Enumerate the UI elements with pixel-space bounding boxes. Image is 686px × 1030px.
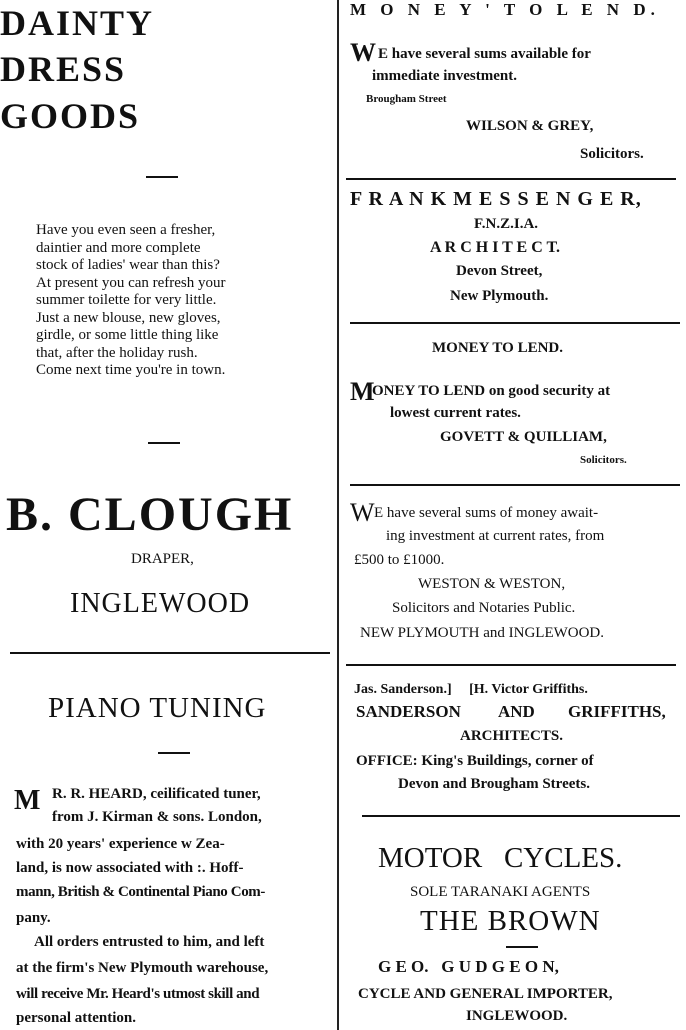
piano-line: R. R. HEARD, ceilificated tuner, [52,786,261,802]
headline-line-2: DRESS [0,49,127,89]
architect-name: F R A N K M E S S E N G E R, [350,188,642,210]
section-rule [350,484,680,486]
firm-role: Solicitors. [580,454,627,466]
section-rule [346,178,676,180]
drop-cap: W [350,38,376,67]
motor-sub: SOLE TARANAKI AGENTS [410,884,591,900]
money-line: immediate investment. [372,68,517,84]
architect-quals: F.N.Z.I.A. [474,216,539,232]
body-line: Just a new blouse, new gloves, [36,309,221,326]
dealer-town: INGLEWOOD. [466,1008,568,1024]
partner-names: Jas. Sanderson.] [H. Victor Griffiths. [354,682,588,697]
body-line: girdle, or some little thing like [36,327,219,343]
piano-line: All orders entrusted to him, and left [34,934,265,950]
headline-line-3: GOODS [0,96,141,136]
divider [158,752,190,754]
headline-line-1: DAINTY [0,3,155,43]
drop-cap: W [350,498,375,527]
piano-title: PIANO TUNING [48,692,267,724]
office-line: OFFICE: King's Buildings, corner of [356,753,594,769]
money-line: lowest current rates. [390,405,521,421]
architect-title: A R C H I T E C T. [430,239,560,256]
architect-street: Devon Street, [456,263,543,279]
body-line: Have you even seen a fresher, [36,222,216,238]
section-rule [346,664,676,666]
dealer-trade: CYCLE AND GENERAL IMPORTER, [358,986,613,1002]
piano-line: will receive Mr. Heard's utmost skill and [16,986,260,1002]
money-title: MONEY TO LEND. [432,340,563,356]
architects-role: ARCHITECTS. [460,728,563,744]
body-line: stock of ladies' wear than this? [36,257,220,273]
heading-left: SANDERSON [356,702,461,721]
dealer-name: G E O. G U D G E O N, [378,957,559,976]
money-line: E have several sums available for [378,46,591,62]
money-title: M O N E Y ' T O L E N D. [350,0,660,19]
body-line: Come next time you're in town. [36,362,226,378]
firm-towns: NEW PLYMOUTH and INGLEWOOD. [360,625,605,641]
piano-line: mann, British & Continental Piano Com- [16,884,265,900]
divider [146,176,178,178]
motor-brand: THE BROWN [420,905,601,937]
heading-mid: AND [498,702,535,721]
piano-line: at the firm's New Plymouth warehouse, [16,960,269,976]
weston-line: ing investment at current rates, from [386,528,605,544]
money-line: Brougham Street [366,93,447,105]
heading-right: GRIFFITHS, [568,702,666,721]
firm-role: Solicitors. [580,146,644,162]
motor-title: MOTOR CYCLES. [378,842,623,874]
ad-body [36,222,298,380]
drop-cap: M [14,785,41,816]
drop-cap: M [350,377,375,406]
firm-role: Solicitors and Notaries Public. [392,600,576,616]
piano-line: personal attention. [16,1010,136,1026]
clough-trade: DRAPER, [131,551,194,567]
architect-town: New Plymouth. [450,288,549,304]
piano-line: from J. Kirman & sons. London, [52,809,262,825]
weston-line: £500 to £1000. [354,552,445,568]
body-line: daintier and more complete [36,239,201,256]
firm-name: WILSON & GREY, [466,118,594,134]
piano-line: land, is now associated with :. Hoff- [16,860,244,876]
firm-name: GOVETT & QUILLIAM, [440,429,607,445]
clough-name: B. CLOUGH [6,488,294,541]
section-rule [10,652,330,654]
section-rule [350,322,680,324]
office-line: Devon and Brougham Streets. [398,776,590,792]
clough-town: INGLEWOOD [70,588,251,619]
column-divider [337,0,339,1030]
firm-name: WESTON & WESTON, [418,576,566,592]
divider [506,946,538,948]
divider [148,442,180,444]
body-line: that, after the holiday rush. [36,344,198,361]
weston-line: E have several sums of money await- [374,505,599,521]
section-rule [362,815,680,817]
piano-line: with 20 years' experience w Zea- [16,836,225,852]
body-line: At present you can refresh your [36,274,226,291]
money-line: ONEY TO LEND on good security at [372,383,611,399]
body-line: summer toilette for very little. [36,292,217,308]
piano-line: pany. [16,910,51,926]
